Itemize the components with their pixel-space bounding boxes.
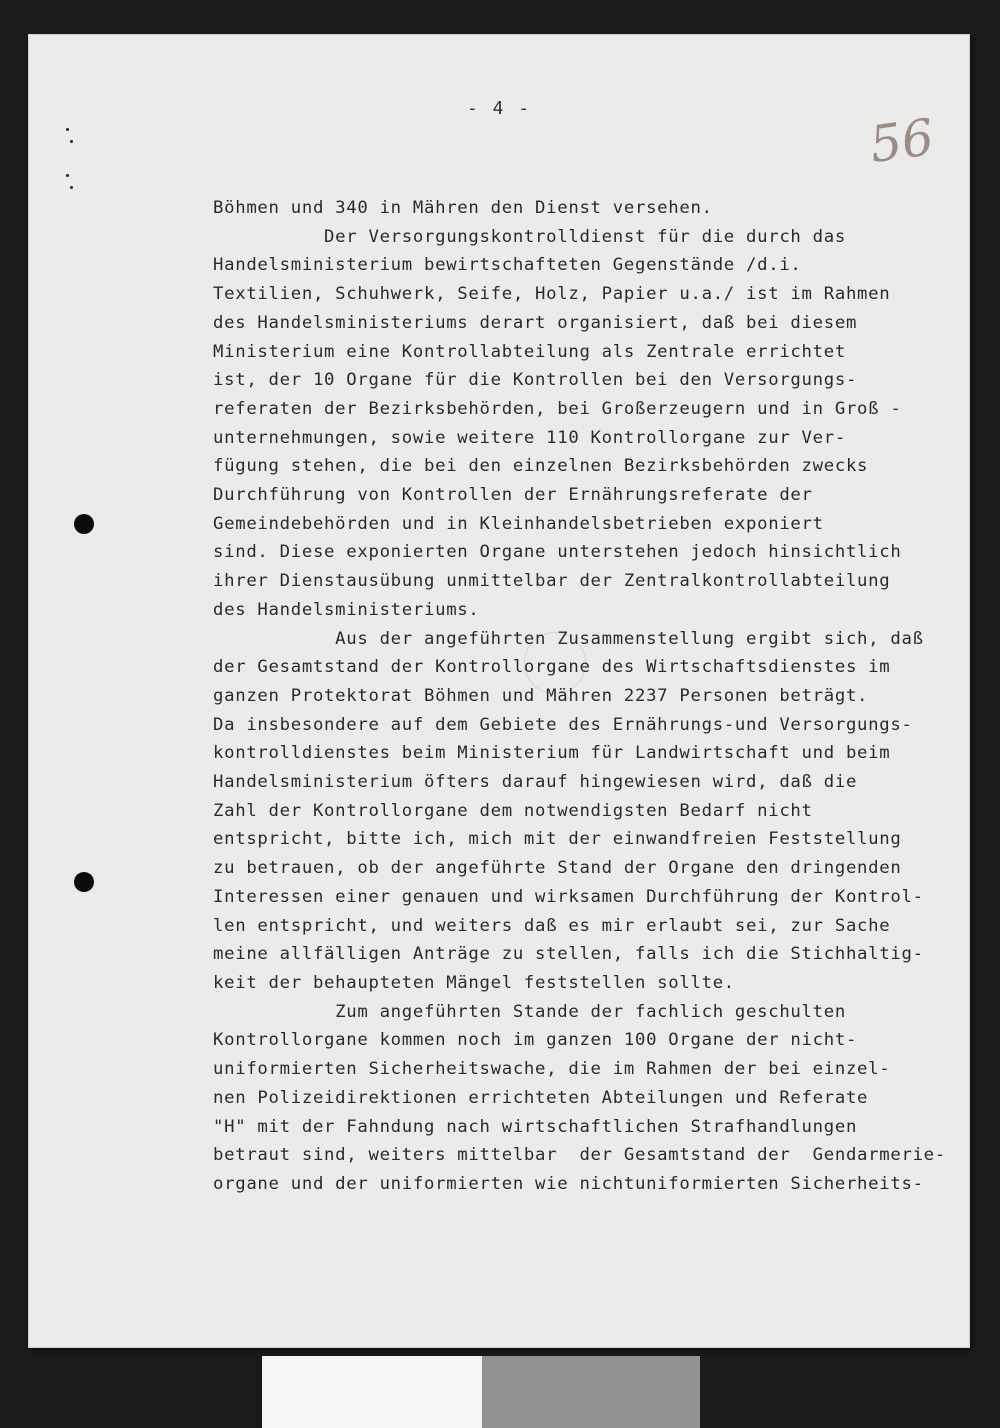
text-line: Gemeindebehörden und in Kleinhandelsbetrieben exponiert	[213, 513, 824, 534]
text-line: Zum angeführten Stande der fachlich geschulten	[213, 1001, 846, 1022]
text-line: keit der behaupteten Mängel feststellen sollte.	[213, 972, 735, 993]
punch-hole	[74, 872, 94, 892]
margin-mark	[70, 140, 73, 143]
text-line: Handelsministerium bewirtschafteten Gegenstände /d.i.	[213, 255, 802, 276]
text-line: organe und der uniformierten wie nichtuniformierten Sicherheits-	[213, 1173, 924, 1194]
text-line: Interessen einer genauen und wirksamen Durchführung der Kontrol-	[213, 886, 924, 907]
text-line: der Gesamtstand der Kontrollorgane des Wirtschaftsdienstes im	[213, 657, 891, 678]
text-line: kontrolldienstes beim Ministerium für Landwirtschaft und beim	[213, 743, 891, 764]
text-line: des Handelsministeriums derart organisiert, daß bei diesem	[213, 312, 858, 333]
white-reference-card	[262, 1356, 482, 1428]
text-line: Durchführung von Kontrollen der Ernährungsreferate der	[213, 485, 813, 506]
text-line: Der Versorgungskontrolldienst für die durch das	[213, 226, 846, 247]
text-line: ihrer Dienstausübung unmittelbar der Zentralkontrollabteilung	[213, 571, 891, 592]
handwritten-folio-number: 56	[866, 107, 938, 175]
text-line: ist, der 10 Organe für die Kontrollen bei den Versorgungs-	[213, 370, 858, 391]
text-line: unternehmungen, sowie weitere 110 Kontrollorgane zur Ver-	[213, 427, 846, 448]
text-line: "H" mit der Fahndung nach wirtschaftlichen Strafhandlungen	[213, 1116, 858, 1137]
text-line: des Handelsministeriums.	[213, 599, 480, 620]
page-number: - 4 -	[466, 98, 532, 119]
text-line: sind. Diese exponierten Organe unterstehen jedoch hinsichtlich	[213, 542, 902, 563]
text-line: len entspricht, und weiters daß es mir erlaubt sei, zur Sache	[213, 915, 891, 936]
text-line: Da insbesondere auf dem Gebiete des Ernährungs-und Versorgungs-	[213, 714, 913, 735]
text-line: meine allfälligen Anträge zu stellen, falls ich die Stichhaltig-	[213, 944, 924, 965]
margin-mark	[66, 174, 69, 177]
text-line: Böhmen und 340 in Mähren den Dienst versehen.	[213, 198, 713, 218]
text-line: ganzen Protektorat Böhmen und Mähren 2237 Personen beträgt.	[213, 685, 869, 706]
text-line: Kontrollorgane kommen noch im ganzen 100 Organe der nicht-	[213, 1030, 858, 1051]
text-line: Handelsministerium öfters darauf hingewiesen wird, daß die	[213, 772, 858, 793]
text-line: referaten der Bezirksbehörden, bei Großerzeugern und in Groß -	[213, 398, 902, 419]
text-line: entspricht, bitte ich, mich mit der einwandfreien Feststellung	[213, 829, 902, 850]
typewritten-body	[213, 194, 973, 1199]
text-line: Textilien, Schuhwerk, Seife, Holz, Papier u.a./ ist im Rahmen	[213, 284, 891, 305]
text-line: uniformierten Sicherheitswache, die im Rahmen der bei einzel-	[213, 1059, 891, 1080]
text-line: nen Polizeidirektionen errichteten Abteilungen und Referate	[213, 1087, 869, 1108]
punch-hole	[74, 514, 94, 534]
text-line: zu betrauen, ob der angeführte Stand der Organe den dringenden	[213, 858, 902, 879]
gray-reference-card	[482, 1356, 700, 1428]
text-line: Zahl der Kontrollorgane dem notwendigsten Bedarf nicht	[213, 800, 813, 821]
text-line: Aus der angeführten Zusammenstellung ergibt sich, daß	[213, 628, 924, 649]
margin-mark	[66, 128, 69, 131]
margin-mark	[70, 186, 73, 189]
text-line: fügung stehen, die bei den einzelnen Bezirksbehörden zwecks	[213, 456, 869, 477]
text-line: betraut sind, weiters mittelbar der Gesamtstand der Gendarmerie-	[213, 1145, 946, 1166]
text-line: Ministerium eine Kontrollabteilung als Zentrale errichtet	[213, 341, 846, 362]
